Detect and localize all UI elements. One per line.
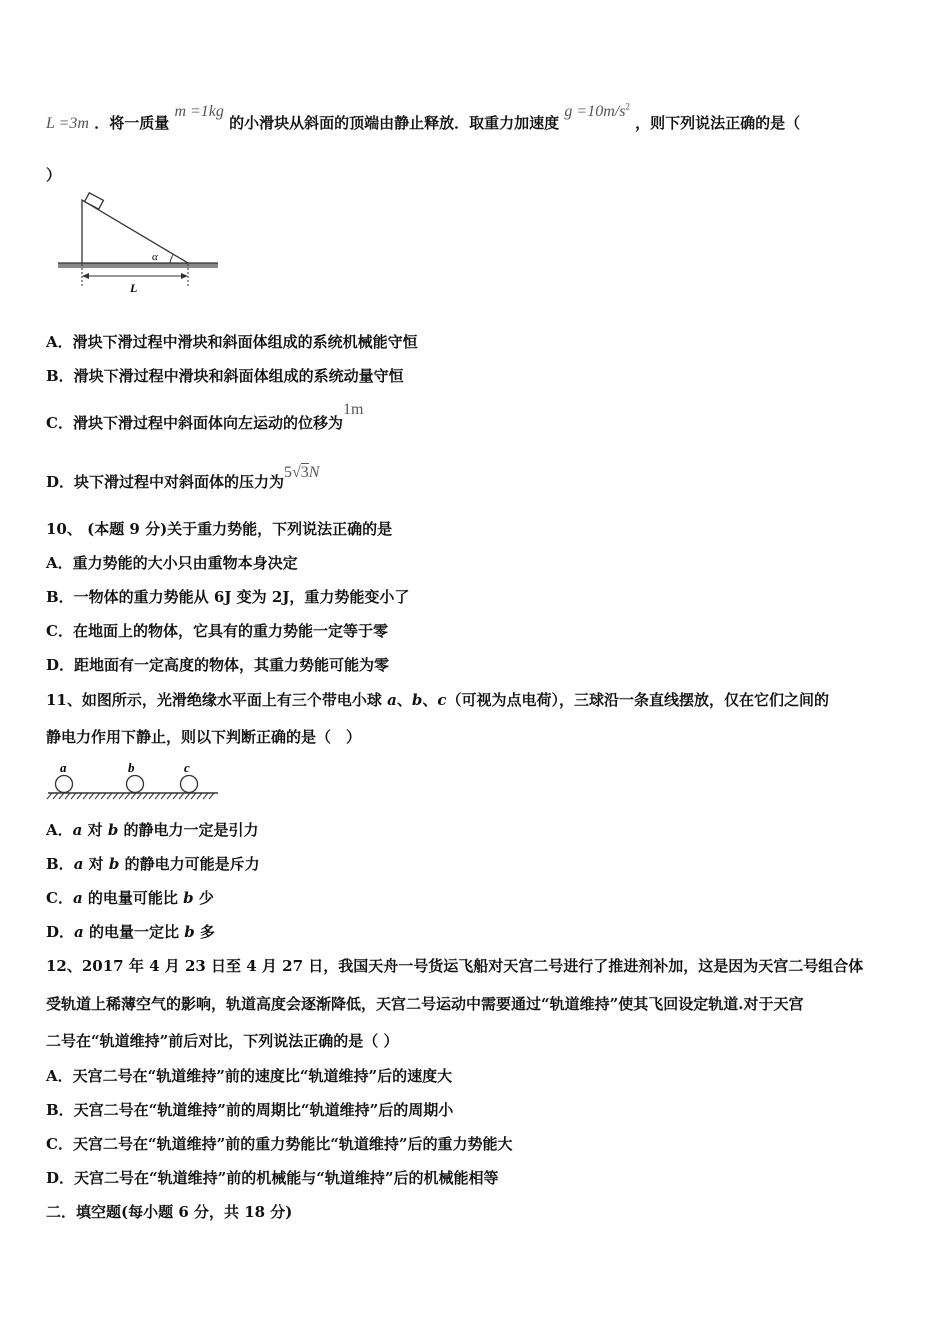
hatch-mark — [197, 793, 202, 799]
q11-stem-line1 — [46, 689, 829, 710]
q11-option-b — [46, 853, 260, 874]
q11-var-a: a — [387, 691, 397, 709]
hatch-mark — [53, 793, 58, 799]
hatch-mark — [203, 793, 208, 799]
L-label: L — [130, 281, 138, 295]
hatch-mark — [131, 793, 136, 799]
q11-option-b-mid: 对 — [83, 855, 109, 873]
ball-c — [181, 776, 198, 793]
q10-option-a: A．重力势能的大小只由重物本身决定 — [46, 554, 298, 572]
hatch-mark — [101, 793, 106, 799]
q11-option-c-mid: 的电量可能比 — [82, 889, 184, 907]
hatch-mark — [65, 793, 70, 799]
q11-var-b: b — [411, 691, 423, 709]
q11-option-a — [46, 819, 259, 840]
hatch-mark — [77, 793, 82, 799]
dim-arrow-left — [82, 273, 89, 279]
hatch-mark — [185, 793, 190, 799]
ball-a-label: a — [60, 760, 67, 775]
q11-sep2: 、 — [422, 691, 438, 709]
q9-option-c — [46, 401, 364, 433]
q11-option-d-mid: 的电量一定比 — [83, 923, 185, 941]
q11-option-b-pre: B． — [46, 855, 74, 873]
q9-g-expression — [564, 103, 630, 120]
q9-stem-line2: ） — [46, 166, 62, 184]
q9-m-expression: m =1kg — [174, 103, 224, 120]
ball-b-label: b — [128, 760, 135, 775]
q10-option-b: B．一物体的重力势能从 6J 变为 2J，重力势能变小了 — [46, 588, 410, 606]
q12-stem-line3: 二号在“轨道维持”前后对比，下列说法正确的是（ ） — [46, 1032, 399, 1050]
q12-option-c: C．天宫二号在“轨道维持”前的重力势能比“轨道维持”后的重力势能大 — [46, 1135, 513, 1153]
hatch-mark — [179, 793, 184, 799]
q12-stem-line1: 12、2017 年 4 月 23 日至 4 月 27 日，我国天舟一号货运飞船对天宫二号进行了推进剂补加，这是因为天宫二号组合体 — [46, 957, 864, 975]
q11-option-c-pre: C． — [46, 889, 73, 907]
q9-stem-text1: ．将一质量 — [94, 114, 170, 132]
q11-option-a-v2: b — [107, 821, 119, 839]
hatch-mark — [167, 793, 172, 799]
hatch-mark — [107, 793, 112, 799]
dim-arrow-right — [181, 273, 188, 279]
hatch-mark — [143, 793, 148, 799]
charged-balls-figure — [46, 758, 220, 802]
q11-option-b-post: 的静电力可能是斥力 — [119, 855, 260, 873]
incline-figure — [52, 192, 232, 296]
q9-option-b: B．滑块下滑过程中滑块和斜面体组成的系统动量守恒 — [46, 367, 404, 385]
q11-stem-line2: 静电力作用下静止，则以下判断正确的是（ ） — [46, 728, 362, 746]
q9-L-expression: L =3m — [46, 115, 89, 132]
q12-option-d: D．天宫二号在“轨道维持”前的机械能与“轨道维持”后的机械能相等 — [46, 1169, 499, 1187]
section-2-title: 二．填空题(每小题 6 分，共 18 分) — [46, 1203, 293, 1221]
hatch-mark — [119, 793, 124, 799]
q9-g-expression-base: g =10m/s — [564, 103, 626, 120]
q11-option-a-v1: a — [72, 821, 83, 839]
q11-option-b-v1: a — [73, 855, 84, 873]
q11-option-a-mid: 对 — [82, 821, 108, 839]
q12-option-a: A．天宫二号在“轨道维持”前的速度比“轨道维持”后的速度大 — [46, 1067, 453, 1085]
surface-hatching — [47, 793, 214, 799]
q9-option-d-radicand: 3 — [300, 464, 309, 481]
q9-option-a: A．滑块下滑过程中滑块和斜面体组成的系统机械能守恒 — [46, 333, 418, 351]
q11-option-d-v2: b — [184, 923, 195, 941]
q10-option-c: C．在地面上的物体，它具有的重力势能一定等于零 — [46, 622, 388, 640]
q9-option-c-text: C．滑块下滑过程中斜面体向左运动的位移为 — [46, 414, 343, 432]
q9-option-d — [46, 464, 320, 492]
q11-option-a-pre: A． — [46, 821, 73, 839]
hatch-mark — [89, 793, 94, 799]
hatch-mark — [173, 793, 178, 799]
q9-option-d-unit: N — [308, 464, 320, 481]
q11-sep1: 、 — [396, 691, 412, 709]
q11-option-c-v2: b — [183, 889, 194, 907]
q11-stem-text2: （可视为点电荷），三球沿一条直线摆放，仅在它们之间的 — [446, 691, 830, 709]
q11-option-d-v1: a — [74, 923, 84, 941]
q12-stem-line2: 受轨道上稀薄空气的影响，轨道高度会逐渐降低，天宫二号运动中需要通过“轨道维持”使其飞回设定轨道.对于天宫 — [46, 995, 804, 1013]
hatch-mark — [155, 793, 160, 799]
hatch-mark — [113, 793, 118, 799]
q9-option-d-coef: 5 — [284, 464, 293, 481]
hatch-mark — [47, 793, 52, 799]
q9-g-expression-sup: 2 — [625, 101, 630, 112]
hatch-mark — [161, 793, 166, 799]
q11-option-c-post: 少 — [193, 889, 214, 907]
q9-stem-line1 — [46, 101, 801, 133]
hatch-mark — [149, 793, 154, 799]
hatch-mark — [137, 793, 142, 799]
ball-c-label: c — [184, 760, 190, 775]
hatch-mark — [125, 793, 130, 799]
q10-option-d: D．距地面有一定高度的物体，其重力势能可能为零 — [46, 656, 390, 674]
q11-option-c-v1: a — [72, 889, 83, 907]
q12-option-b: B．天宫二号在“轨道维持”前的周期比“轨道维持”后的周期小 — [46, 1101, 454, 1119]
q9-stem-text3: ，则下列说法正确的是（ — [635, 114, 801, 132]
q11-option-d-pre: D． — [46, 923, 75, 941]
q11-var-c: c — [437, 691, 447, 709]
q11-option-d — [46, 921, 215, 942]
ball-a — [56, 776, 73, 793]
q11-option-d-post: 多 — [194, 923, 215, 941]
q10-stem: 10、 (本题 9 分)关于重力势能，下列说法正确的是 — [46, 520, 393, 538]
hatch-mark — [209, 793, 214, 799]
q11-option-b-v2: b — [108, 855, 120, 873]
hatch-mark — [83, 793, 88, 799]
ball-b — [127, 776, 144, 793]
q11-option-a-post: 的静电力一定是引力 — [118, 821, 259, 839]
hatch-mark — [59, 793, 64, 799]
q11-stem-text1: 11、如图所示，光滑绝缘水平面上有三个带电小球 — [46, 691, 388, 709]
q11-option-c — [46, 887, 214, 908]
hatch-mark — [95, 793, 100, 799]
q9-option-d-text: D．块下滑过程中对斜面体的压力为 — [46, 473, 285, 491]
q9-stem-text2: 的小滑块从斜面的顶端由静止释放．取重力加速度 — [229, 114, 560, 132]
hatch-mark — [71, 793, 76, 799]
q9-option-c-math: 1m — [342, 401, 364, 418]
q9-option-d-math: 5√3N — [284, 464, 320, 481]
hatch-mark — [191, 793, 196, 799]
alpha-label: α — [152, 251, 158, 263]
